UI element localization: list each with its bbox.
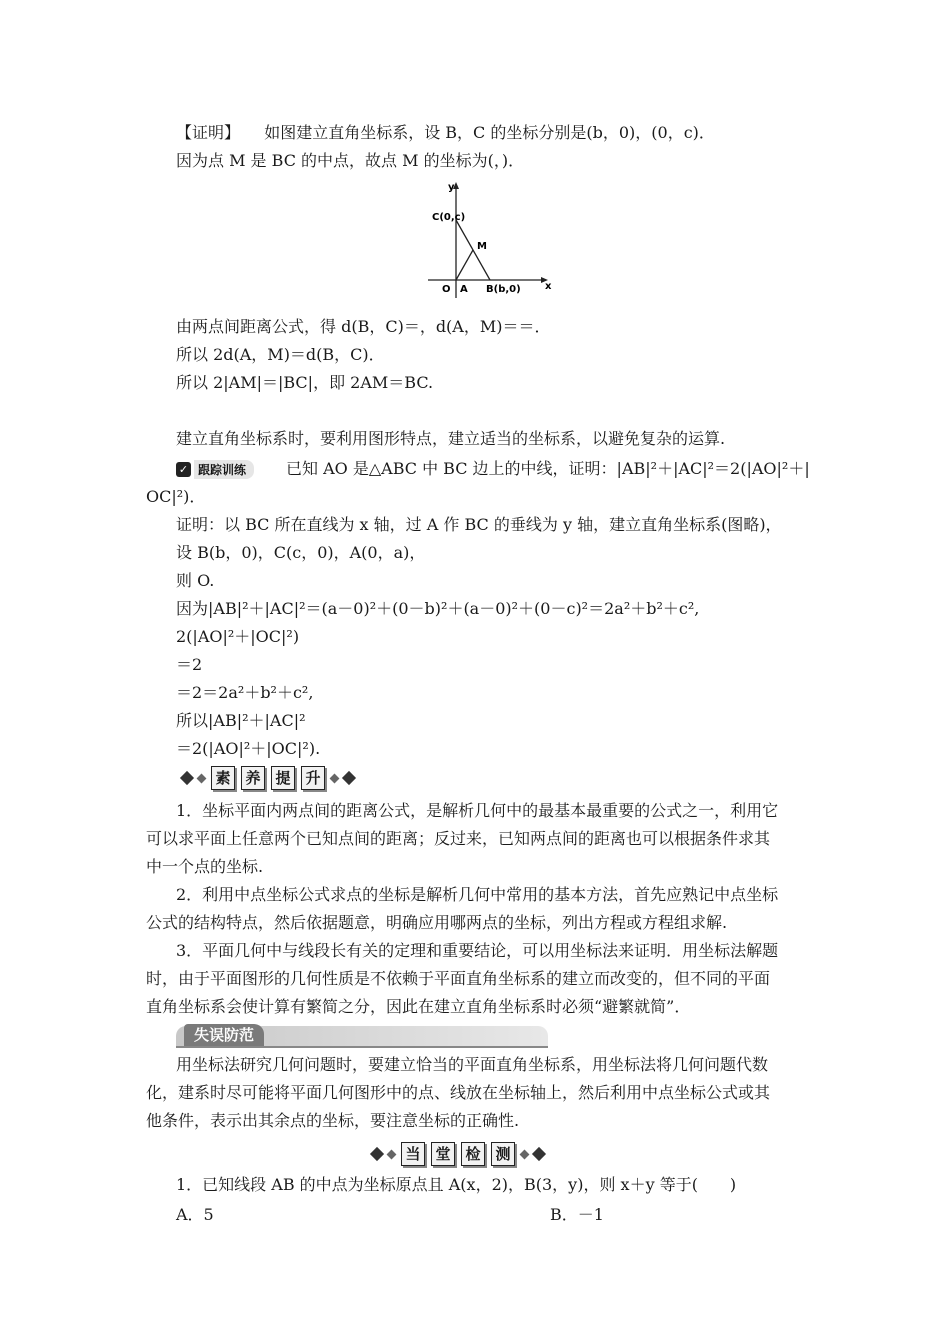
fig-m-label: M — [477, 241, 487, 252]
literacy-p3-l3: 直角坐标系会使计算有繁简之分，因此在建立直角坐标系时必须“避繁就简”． — [146, 997, 691, 1016]
question-1-option-b: B．－1 — [550, 1205, 604, 1224]
banner-char: 养 — [241, 766, 265, 790]
literacy-p3-l2: 时，由于平面图形的几何性质是不依赖于平面直角坐标系的建立而改变的，但不同的平面 — [146, 969, 771, 988]
section-banner-check — [372, 1142, 544, 1166]
warning-l2: 化，建系时尽可能将平面几何图形中的点、线放在坐标轴上，然后利用中点坐标公式或其 — [146, 1083, 771, 1102]
warning-l1: 用坐标法研究几何问题时，要建立恰当的平面直角坐标系，用坐标法将几何问题代数 — [176, 1055, 769, 1074]
diamond-icon — [197, 773, 207, 783]
followup-tag: ✓ 跟踪训练 — [176, 460, 254, 479]
diamond-icon — [342, 771, 356, 785]
diamond-icon — [387, 1149, 397, 1159]
fig-y-label: y — [448, 182, 455, 193]
check-icon: ✓ — [176, 462, 191, 477]
banner-char: 检 — [461, 1142, 485, 1166]
followup-problem-line2: OC|²)． — [146, 487, 206, 506]
proof-intro: 【证明】 如图建立直角坐标系，设 B，C 的坐标分别是(b，0)，(0，c)． — [176, 123, 715, 142]
fig-o-label: O — [442, 284, 451, 295]
followup-problem-line1: 已知 AO 是△ABC 中 BC 边上的中线，证明：|AB|²＋|AC|²＝2(|AO|²＋| — [286, 459, 810, 478]
followup-sol7: ＝2＝2a²＋b²＋c², — [176, 683, 314, 702]
diamond-icon — [370, 1147, 384, 1161]
diamond-icon — [330, 773, 340, 783]
followup-sol8: 所以|AB|²＋|AC|² — [176, 711, 306, 730]
banner-char: 提 — [271, 766, 295, 790]
proof-so1: 所以 2d(A，M)＝d(B，C)． — [176, 345, 385, 364]
followup-sol2: 设 B(b，0)，C(c，0)，A(0，a)， — [176, 543, 426, 562]
proof-label: 【证明】 — [176, 123, 241, 142]
question-1: 1．已知线段 AB 的中点为坐标原点且 A(x，2)，B(3，y)，则 x＋y 等于( ) — [176, 1175, 737, 1194]
banner-char: 升 — [301, 766, 325, 790]
fig-a-label: A — [460, 284, 468, 295]
banner-char: 堂 — [431, 1142, 455, 1166]
literacy-p2-l1: 2．利用中点坐标公式求点的坐标是解析几何中常用的基本方法，首先应熟记中点坐标 — [176, 885, 779, 904]
literacy-p2-l2: 公式的结构特点，然后依据题意，明确应用哪两点的坐标，列出方程或方程组求解. — [146, 913, 728, 932]
section-banner-literacy — [182, 766, 354, 790]
literacy-p1-l2: 可以求平面上任意两个已知点间的距离；反过来，已知两点间的距离也可以根据条件求其 — [146, 829, 771, 848]
warning-label: 失误防范 — [184, 1024, 264, 1046]
followup-sol1: 证明：以 BC 所在直线为 x 轴，过 A 作 BC 的垂线为 y 轴，建立直角坐标系(图略)， — [176, 515, 782, 534]
followup-sol4: 因为|AB|²＋|AC|²＝(a－0)²＋(0－b)²＋(a－0)²＋(0－c)²＝2a²＋b²＋c², — [176, 599, 700, 618]
followup-sol9: ＝2(|AO|²＋|OC|²). — [176, 739, 321, 758]
followup-sol3: 则 O. — [176, 571, 215, 590]
banner-char: 素 — [211, 766, 235, 790]
question-1-option-a: A．5 — [176, 1205, 214, 1224]
literacy-p1-l1: 1．坐标平面内两点间的距离公式，是解析几何中的最基本最重要的公式之一，利用它 — [176, 801, 779, 820]
diamond-icon — [520, 1149, 530, 1159]
followup-sol5: 2(|AO|²＋|OC|²) — [176, 627, 300, 646]
proof-so2: 所以 2|AM|＝|BC|，即 2AM＝BC. — [176, 373, 434, 392]
banner-char: 测 — [491, 1142, 515, 1166]
fig-c-label: C(0,c) — [432, 212, 466, 223]
diamond-icon — [180, 771, 194, 785]
banner-char: 当 — [401, 1142, 425, 1166]
fig-x-label: x — [545, 281, 552, 292]
proof-midpoint: 因为点 M 是 BC 的中点，故点 M 的坐标为(，)． — [176, 151, 525, 170]
literacy-p1-l3: 中一个点的坐标. — [146, 857, 264, 876]
proof-distance: 由两点间距离公式，得 d(B，C)＝，d(A，M)＝＝． — [176, 317, 551, 336]
segment-am — [456, 250, 473, 280]
warning-l3: 他条件，表示出其余点的坐标，要注意坐标的正确性. — [146, 1111, 520, 1130]
method-tip: 建立直角坐标系时，要利用图形特点，建立适当的坐标系，以避免复杂的运算. — [176, 429, 726, 448]
fig-b-label: B(b,0) — [486, 284, 521, 295]
coordinate-figure — [420, 176, 560, 300]
followup-sol6: ＝2 — [176, 655, 203, 674]
diamond-icon — [532, 1147, 546, 1161]
literacy-p3-l1: 3．平面几何中与线段长有关的定理和重要结论，可以用坐标法来证明．用坐标法解题 — [176, 941, 779, 960]
warning-header — [176, 1026, 548, 1048]
